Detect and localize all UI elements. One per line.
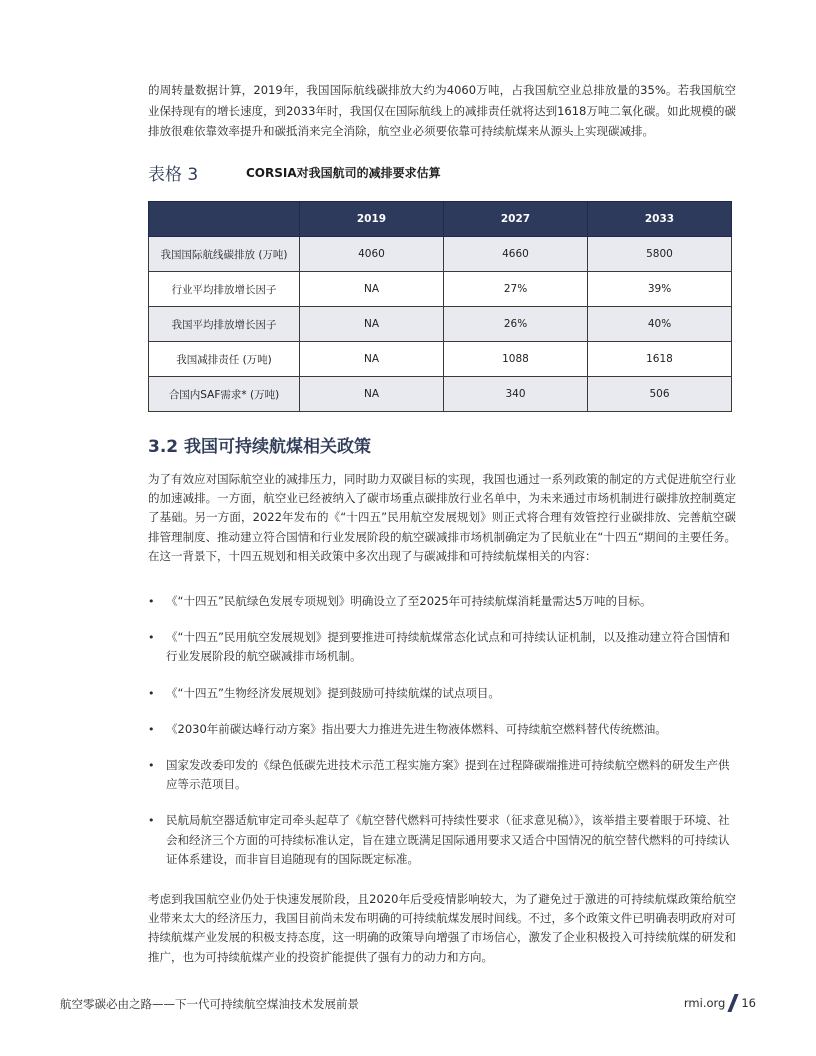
list-item bbox=[148, 684, 736, 703]
table-header-row bbox=[149, 202, 732, 237]
list-item-text: 民航局航空器适航审定司牵头起草了《航空替代燃料可持续性要求（征求意见稿）》，该举措主要着眼于环境、社会和经济三个方面的可持续标准认定，旨在建立既满足国际通用要求又适合中国情况的航空替代燃料的可持续认证体系建设，而非盲目追随现有的国际既定标准。 bbox=[166, 813, 730, 866]
table-title: CORSIA对我国航司的减排要求估算 bbox=[246, 165, 441, 180]
row-label: 我国国际航线碳排放 (万吨) bbox=[149, 237, 300, 272]
slash-divider-icon bbox=[728, 994, 739, 1012]
table-header-cell bbox=[149, 202, 300, 237]
emissions-table bbox=[148, 201, 732, 412]
row-label: 我国减排责任 (万吨) bbox=[149, 342, 300, 377]
table-row bbox=[149, 377, 732, 412]
bullet-icon: • bbox=[148, 759, 155, 773]
table-cell: NA bbox=[300, 307, 444, 342]
list-item bbox=[148, 592, 736, 611]
table-row bbox=[149, 307, 732, 342]
table-label: 表格 3 bbox=[148, 164, 199, 185]
list-item-text: 国家发改委印发的《绿色低碳先进技术示范工程实施方案》提到在过程降碳端推进可持续航空燃料的研发生产供应等示范项目。 bbox=[166, 758, 730, 792]
footer-page-info bbox=[684, 994, 756, 1012]
table-cell: NA bbox=[300, 377, 444, 412]
page-number: 16 bbox=[741, 996, 756, 1010]
footer-title: 航空零碳必由之路——下一代可持续航空煤油技术发展前景 bbox=[60, 997, 359, 1011]
row-label: 行业平均排放增长因子 bbox=[149, 272, 300, 307]
list-item-text: 《“十四五”民航绿色发展专项规划》明确设立了至2025年可持续航煤消耗量需达5万吨的目标。 bbox=[166, 594, 652, 608]
table-cell: 4660 bbox=[444, 237, 588, 272]
list-item-text: 《“十四五”民用航空发展规划》提到要推进可持续航煤常态化试点和可持续认证机制，以及推动建立符合国情和行业发展阶段的航空碳减排市场机制。 bbox=[166, 630, 730, 664]
bullet-icon: • bbox=[148, 595, 155, 608]
table-header-cell: 2019 bbox=[300, 202, 444, 237]
table-cell: 40% bbox=[588, 307, 732, 342]
table-caption bbox=[148, 160, 441, 184]
closing-paragraph: 考虑到我国航空业仍处于快速发展阶段，且2020年后受疫情影响较大，为了避免过于激进的可持续航煤政策给航空业带来太大的经济压力，我国目前尚未发布明确的可持续航煤发展时间线。不过，多个政策文件已明确表明政府对可持续航煤产业发展的积极支持态度，这一明确的政策导向增强了市场信心，激发了企业积极投入可持续航煤的研发和推广，也为可持续航煤产业的投资扩能提供了强有力的动力和方向。 bbox=[148, 892, 736, 964]
table-cell: 340 bbox=[444, 377, 588, 412]
table-cell: 4060 bbox=[300, 237, 444, 272]
table-cell: NA bbox=[300, 272, 444, 307]
table-cell: 1618 bbox=[588, 342, 732, 377]
table-row bbox=[149, 237, 732, 272]
list-item bbox=[148, 628, 736, 666]
table-cell: 26% bbox=[444, 307, 588, 342]
list-item bbox=[148, 811, 736, 869]
intro-paragraph: 的周转量数据计算，2019年，我国国际航线碳排放大约为4060万吨，占我国航空业总排放量的35%。若我国航空业保持现有的增长速度，到2033年时，我国仅在国际航线上的减排责任就将达到1618万吨二氧化碳。如此规模的碳排放很难依靠效率提升和碳抵消来完全消除，航空业必须要依靠可持续航煤来从源头上实现碳减排。 bbox=[148, 83, 736, 138]
list-item-text: 《2030年前碳达峰行动方案》指出要大力推进先进生物液体燃料、可持续航空燃料替代传统燃油。 bbox=[166, 721, 667, 736]
table-cell: 27% bbox=[444, 272, 588, 307]
bullet-icon: • bbox=[148, 631, 155, 645]
bullet-icon: • bbox=[148, 814, 155, 828]
table-cell: 39% bbox=[588, 272, 732, 307]
table-cell: 1088 bbox=[444, 342, 588, 377]
policy-list bbox=[148, 592, 736, 886]
footer-site-link[interactable]: rmi.org bbox=[683, 996, 726, 1010]
row-label: 合国内SAF需求* (万吨) bbox=[149, 377, 300, 412]
bullet-icon: • bbox=[148, 686, 155, 700]
bullet-icon: • bbox=[148, 722, 155, 736]
table-row bbox=[149, 272, 732, 307]
list-item bbox=[148, 720, 736, 739]
table-cell: NA bbox=[300, 342, 444, 377]
table-cell: 5800 bbox=[588, 237, 732, 272]
table-header-cell: 2033 bbox=[588, 202, 732, 237]
section-paragraph: 为了有效应对国际航空业的减排压力，同时助力双碳目标的实现，我国也通过一系列政策的制定的方式促进航空行业的加速减排。一方面，航空业已经被纳入了碳市场重点碳排放行业名单中，为未来通过市场机制进行碳排放控制奠定了基础。另一方面，2022年发布的《“十四五”民用航空发展规划》则正式将合理有效管控行业碳排放、完善航空碳排管理制度、推动建立符合国情和行业发展阶段的航空碳减排市场机制确定为了民航业在“十四五“期间的主要任务。在这一背景下，十四五规划和相关政策中多次出现了与碳减排和可持续航煤相关的内容： bbox=[148, 472, 736, 563]
row-label: 我国平均排放增长因子 bbox=[149, 307, 300, 342]
list-item-text: 《“十四五”生物经济发展规划》提到鼓励可持续航煤的试点项目。 bbox=[166, 685, 500, 700]
list-item bbox=[148, 756, 736, 794]
table-cell: 506 bbox=[588, 377, 732, 412]
table-header-cell: 2027 bbox=[444, 202, 588, 237]
table-row bbox=[149, 342, 732, 377]
section-heading: 3.2 我国可持续航煤相关政策 bbox=[148, 437, 372, 457]
